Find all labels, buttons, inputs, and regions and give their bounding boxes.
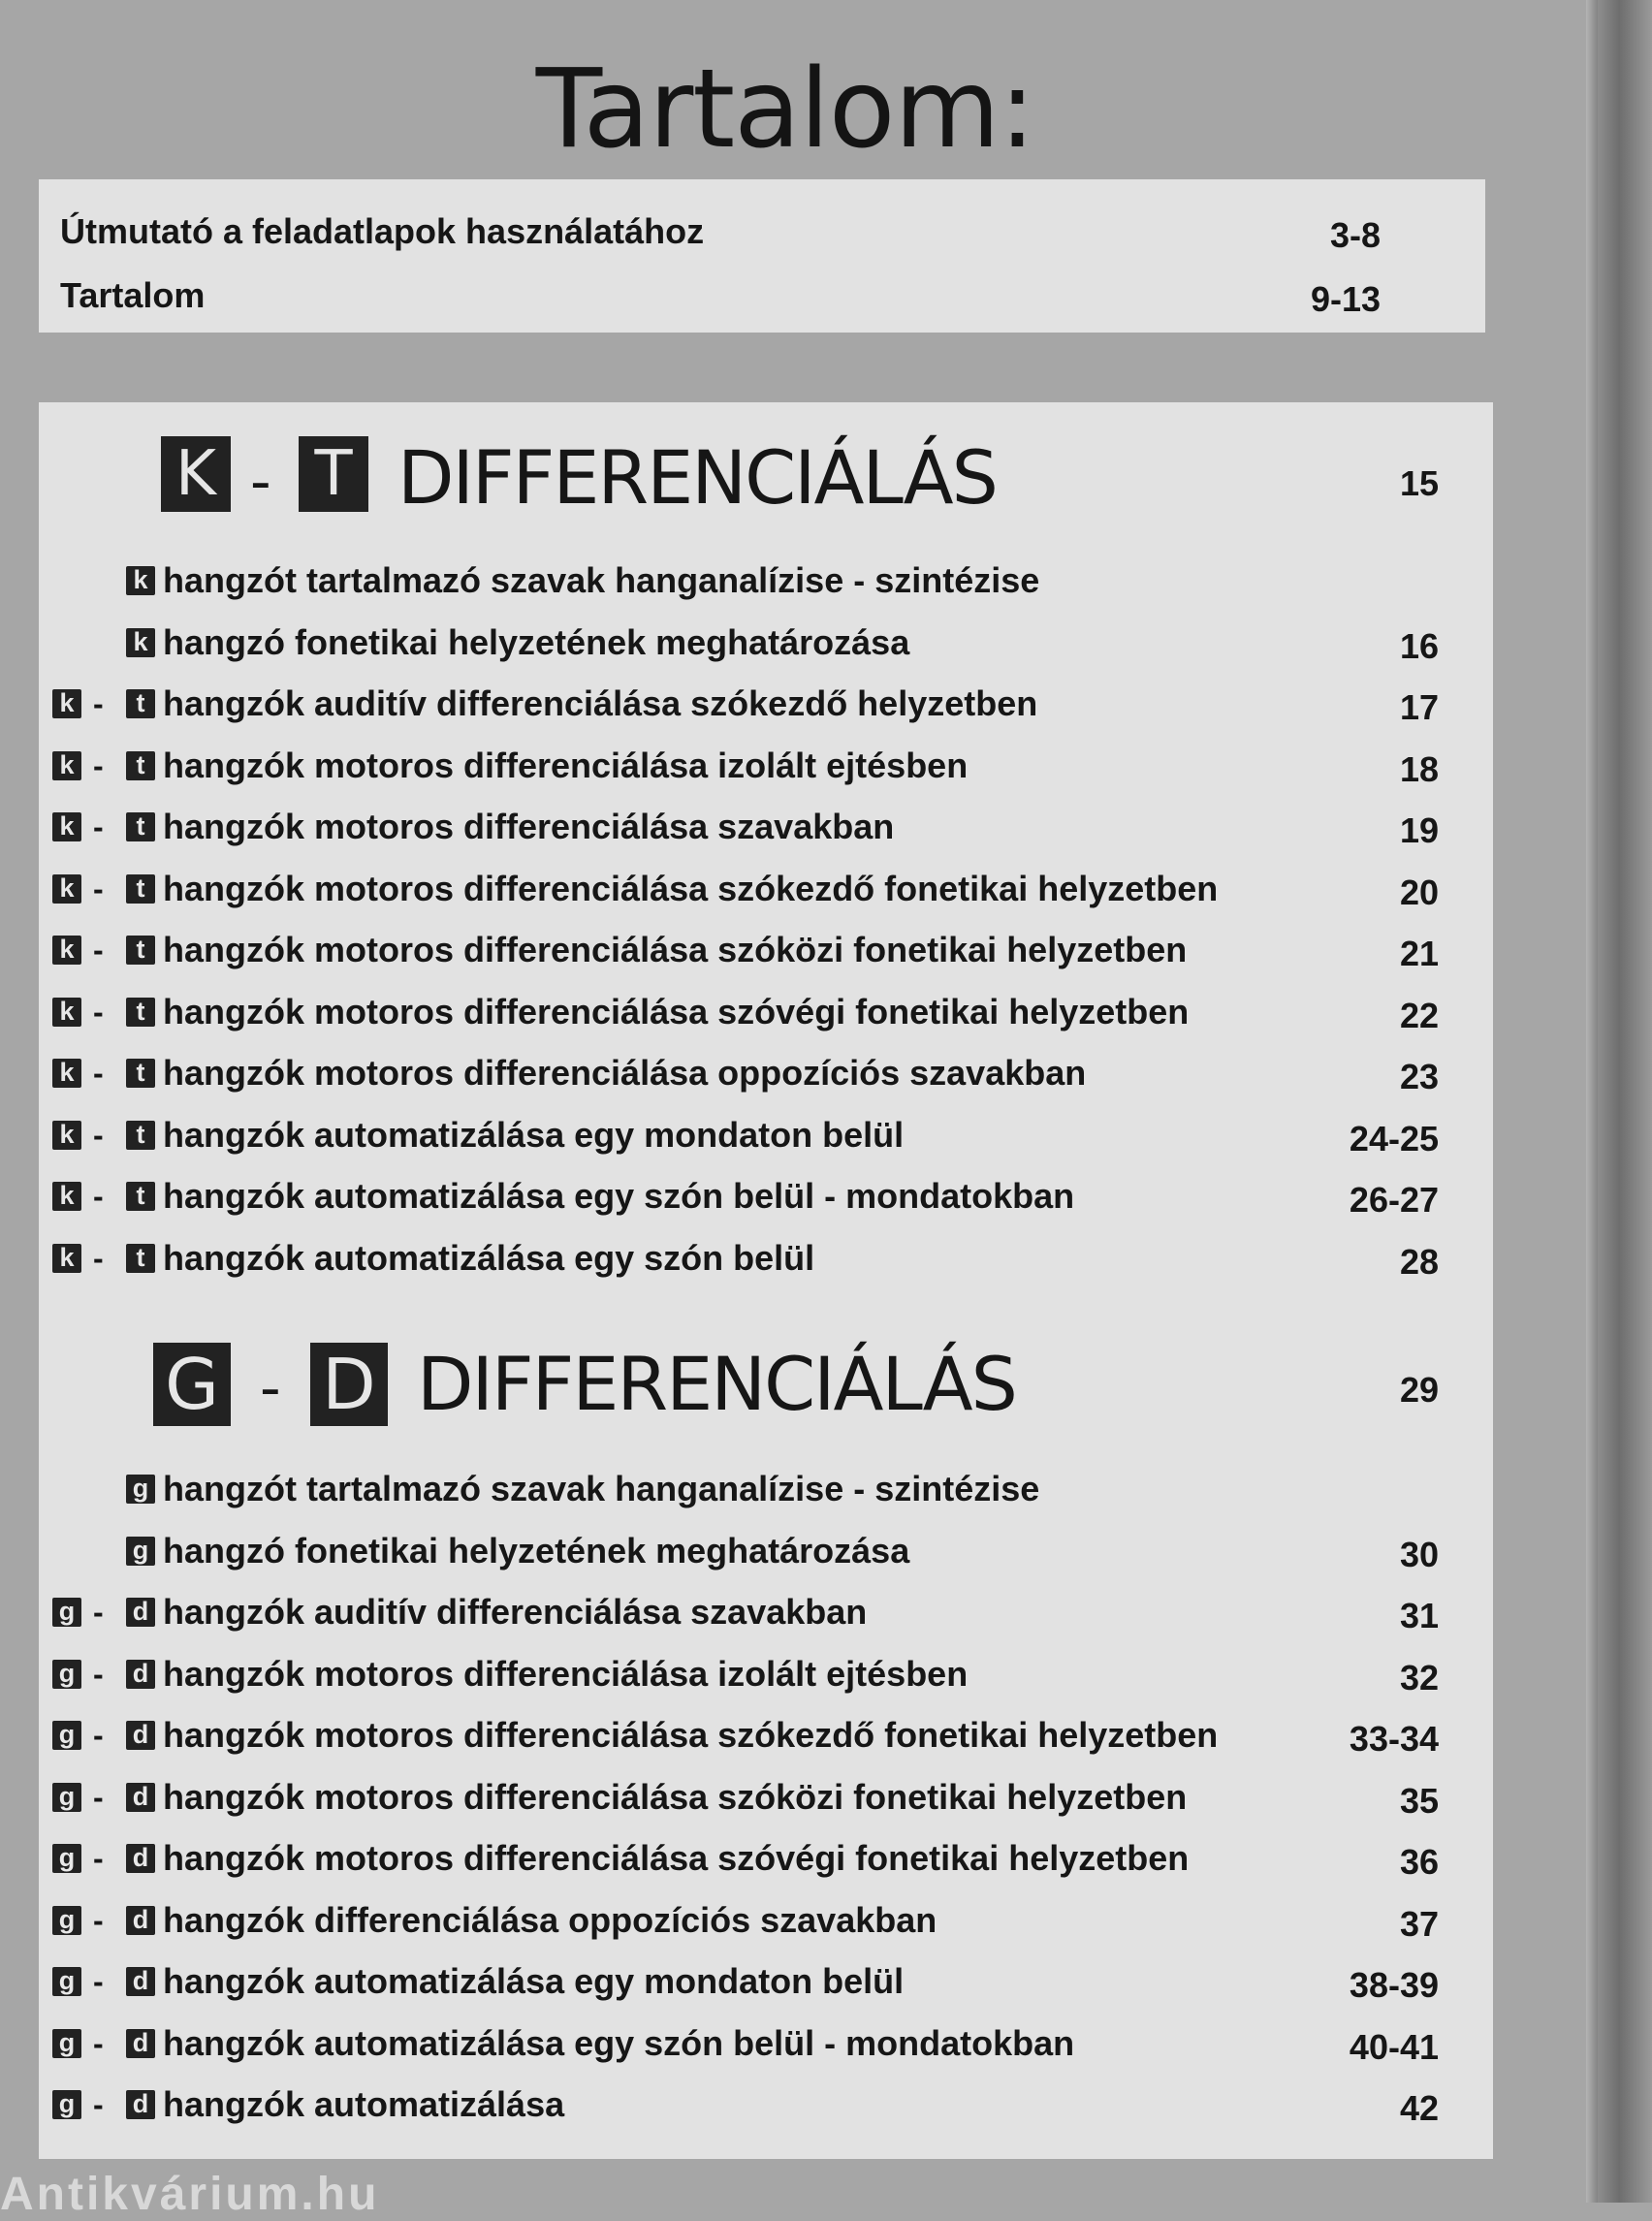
toc-row-label: hangzók motoros differenciálása szavakban <box>163 807 895 846</box>
letter-dash: - <box>93 1903 104 1938</box>
toc-row-label: hangzó fonetikai helyzetének meghatározása <box>163 622 910 662</box>
letter-a-icon: g <box>52 1783 81 1812</box>
letter-dash: - <box>93 1179 104 1214</box>
letter-dash: - <box>93 1118 104 1153</box>
letter-dash: - <box>93 1718 104 1753</box>
letter-dash: - <box>93 872 104 906</box>
letter-a-icon: k <box>52 998 81 1027</box>
toc-row-page: 40-41 <box>1349 2027 1439 2067</box>
letter-dash: - <box>93 1595 104 1630</box>
letter-b-icon: t <box>126 1121 155 1150</box>
intro-row-page: 3-8 <box>1329 215 1381 255</box>
section-heading: DIFFERENCIÁLÁS <box>397 434 997 521</box>
toc-row-page: 38-39 <box>1349 1965 1439 2005</box>
letter-a-icon: k <box>126 628 155 657</box>
toc-row-page: 21 <box>1399 934 1439 973</box>
toc-row-page: 20 <box>1399 873 1439 912</box>
section-letter-a: G <box>153 1343 231 1426</box>
toc-row-label: hangzók motoros differenciálása szóvégi fonetikai helyzetben <box>163 1838 1190 1878</box>
toc-row-page: 32 <box>1399 1658 1439 1697</box>
toc-row[interactable] <box>0 984 1512 1040</box>
letter-dash: - <box>93 2087 104 2122</box>
toc-row[interactable] <box>0 2077 1512 2133</box>
page-title: Tartalom: <box>535 47 1035 173</box>
intro-row[interactable] <box>0 204 1512 260</box>
letter-a-icon: k <box>52 812 81 841</box>
toc-row-label: hangzók motoros differenciálása izolált ejtésben <box>163 1654 969 1694</box>
section-letter-b: D <box>310 1343 388 1426</box>
letter-a-icon: g <box>126 1537 155 1566</box>
toc-row-label: hangzók auditív differenciálása szavakban <box>163 1592 868 1632</box>
letter-b-icon: t <box>126 1244 155 1273</box>
section-letter-a: K <box>161 436 231 512</box>
section-page: 29 <box>1399 1370 1439 1410</box>
intro-row-label: Útmutató a feladatlapok használatához <box>60 211 705 251</box>
letter-b-icon: t <box>126 689 155 718</box>
toc-row-page: 35 <box>1399 1781 1439 1821</box>
letter-dash: - <box>93 2026 104 2061</box>
letter-a-icon: k <box>126 566 155 595</box>
toc-row-page: 26-27 <box>1349 1180 1439 1220</box>
letter-a-icon: k <box>52 874 81 904</box>
toc-row[interactable] <box>0 1646 1512 1702</box>
toc-row[interactable] <box>0 1461 1512 1517</box>
toc-row[interactable] <box>0 553 1512 609</box>
toc-row[interactable] <box>0 1523 1512 1579</box>
letter-b-icon: t <box>126 1059 155 1088</box>
toc-row[interactable] <box>0 1045 1512 1101</box>
intro-row-label: Tartalom <box>60 275 206 315</box>
letter-a-icon: k <box>52 689 81 718</box>
letter-dash: - <box>93 1964 104 1999</box>
toc-row-label: hangzók differenciálása oppozíciós szavakban <box>163 1900 937 1940</box>
book-spine <box>1598 0 1652 2203</box>
toc-row[interactable] <box>0 1892 1512 1949</box>
letter-b-icon: d <box>126 1598 155 1627</box>
toc-row-label: hangzók automatizálása <box>163 2084 565 2124</box>
toc-row[interactable] <box>0 738 1512 794</box>
intro-row-page: 9-13 <box>1310 279 1381 319</box>
toc-row[interactable] <box>0 1707 1512 1763</box>
letter-dash: - <box>93 748 104 783</box>
toc-row[interactable] <box>0 1830 1512 1887</box>
toc-row[interactable] <box>0 799 1512 855</box>
letter-a-icon: k <box>52 751 81 780</box>
letter-b-icon: t <box>126 1182 155 1211</box>
toc-row-label: hangzók motoros differenciálása szóközi fonetikai helyzetben <box>163 930 1188 969</box>
letter-b-icon: d <box>126 1967 155 1996</box>
toc-row-page: 31 <box>1399 1596 1439 1635</box>
toc-row-label: hangzók automatizálása egy szón belül - mondatokban <box>163 1176 1075 1216</box>
letter-a-icon: k <box>52 1244 81 1273</box>
letter-dash: - <box>93 809 104 844</box>
letter-a-icon: g <box>52 1967 81 1996</box>
toc-row-label: hangzók automatizálása egy szón belül <box>163 1238 815 1278</box>
letter-dash: - <box>93 995 104 1030</box>
letter-b-icon: d <box>126 1721 155 1750</box>
letter-b-icon: t <box>126 751 155 780</box>
letter-a-icon: g <box>52 1721 81 1750</box>
section-page: 15 <box>1399 463 1439 503</box>
toc-row[interactable] <box>0 861 1512 917</box>
section-dash: - <box>260 1354 281 1422</box>
toc-row[interactable] <box>0 1107 1512 1163</box>
toc-row-label: hangzót tartalmazó szavak hanganalízise - szintézise <box>163 1469 1040 1508</box>
toc-row-label: hangzót tartalmazó szavak hanganalízise - szintézise <box>163 560 1040 600</box>
letter-dash: - <box>93 1241 104 1276</box>
toc-row-label: hangzók motoros differenciálása szókezdő fonetikai helyzetben <box>163 869 1219 908</box>
watermark: Antikvárium.hu <box>0 2169 380 2220</box>
letter-a-icon: g <box>52 1598 81 1627</box>
section-header <box>0 427 1512 543</box>
toc-row[interactable] <box>0 922 1512 978</box>
letter-dash: - <box>93 1056 104 1091</box>
toc-row-page: 42 <box>1399 2088 1439 2128</box>
letter-a-icon: k <box>52 1182 81 1211</box>
toc-row-page: 24-25 <box>1349 1119 1439 1158</box>
toc-row-page: 18 <box>1399 749 1439 789</box>
letter-a-icon: g <box>52 1844 81 1873</box>
letter-dash: - <box>93 1657 104 1692</box>
toc-row-page: 36 <box>1399 1842 1439 1882</box>
intro-row[interactable] <box>0 268 1512 324</box>
toc-row-label: hangzók auditív differenciálása szókezdő helyzetben <box>163 683 1038 723</box>
toc-row-label: hangzók automatizálása egy mondaton belül <box>163 1961 905 2001</box>
toc-row-page: 23 <box>1399 1057 1439 1096</box>
letter-b-icon: d <box>126 1660 155 1689</box>
toc-row-label: hangzók motoros differenciálása izolált ejtésben <box>163 746 969 785</box>
letter-b-icon: d <box>126 1906 155 1935</box>
letter-a-icon: g <box>126 1475 155 1504</box>
letter-a-icon: k <box>52 1059 81 1088</box>
toc-row[interactable] <box>0 615 1512 671</box>
letter-b-icon: d <box>126 1844 155 1873</box>
letter-a-icon: g <box>52 2029 81 2058</box>
section-dash: - <box>250 448 271 516</box>
letter-b-icon: d <box>126 1783 155 1812</box>
letter-a-icon: k <box>52 936 81 965</box>
toc-row[interactable] <box>0 676 1512 732</box>
toc-row-label: hangzók motoros differenciálása oppozíciós szavakban <box>163 1053 1087 1093</box>
letter-b-icon: d <box>126 2090 155 2119</box>
letter-a-icon: g <box>52 2090 81 2119</box>
toc-row-label: hangzók motoros differenciálása szóközi fonetikai helyzetben <box>163 1777 1188 1817</box>
toc-row-label: hangzók motoros differenciálása szóvégi fonetikai helyzetben <box>163 992 1190 1031</box>
toc-row[interactable] <box>0 1769 1512 1825</box>
letter-a-icon: g <box>52 1660 81 1689</box>
toc-row[interactable] <box>0 2015 1512 2072</box>
letter-dash: - <box>93 1780 104 1815</box>
toc-row-page: 22 <box>1399 996 1439 1035</box>
letter-b-icon: t <box>126 874 155 904</box>
letter-b-icon: t <box>126 812 155 841</box>
toc-row-page: 28 <box>1399 1242 1439 1282</box>
letter-a-icon: k <box>52 1121 81 1150</box>
letter-b-icon: t <box>126 936 155 965</box>
toc-row[interactable] <box>0 1168 1512 1224</box>
letter-a-icon: g <box>52 1906 81 1935</box>
letter-dash: - <box>93 686 104 721</box>
toc-row-label: hangzók automatizálása egy mondaton belül <box>163 1115 905 1155</box>
toc-row-label: hangzók automatizálása egy szón belül - mondatokban <box>163 2023 1075 2063</box>
toc-row-page: 33-34 <box>1349 1719 1439 1759</box>
toc-row[interactable] <box>0 1230 1512 1286</box>
toc-row[interactable] <box>0 1953 1512 2010</box>
toc-row-label: hangzók motoros differenciálása szókezdő fonetikai helyzetben <box>163 1715 1219 1755</box>
section-header <box>0 1333 1512 1449</box>
toc-row-page: 30 <box>1399 1535 1439 1574</box>
toc-row-page: 17 <box>1399 687 1439 727</box>
toc-row[interactable] <box>0 1584 1512 1640</box>
toc-row-page: 16 <box>1399 626 1439 666</box>
toc-row-page: 37 <box>1399 1904 1439 1944</box>
letter-b-icon: t <box>126 998 155 1027</box>
toc-row-label: hangzó fonetikai helyzetének meghatározása <box>163 1531 910 1571</box>
letter-dash: - <box>93 1841 104 1876</box>
section-heading: DIFFERENCIÁLÁS <box>417 1341 1016 1427</box>
toc-row-page: 19 <box>1399 810 1439 850</box>
letter-dash: - <box>93 933 104 968</box>
letter-b-icon: d <box>126 2029 155 2058</box>
section-letter-b: T <box>299 436 368 512</box>
